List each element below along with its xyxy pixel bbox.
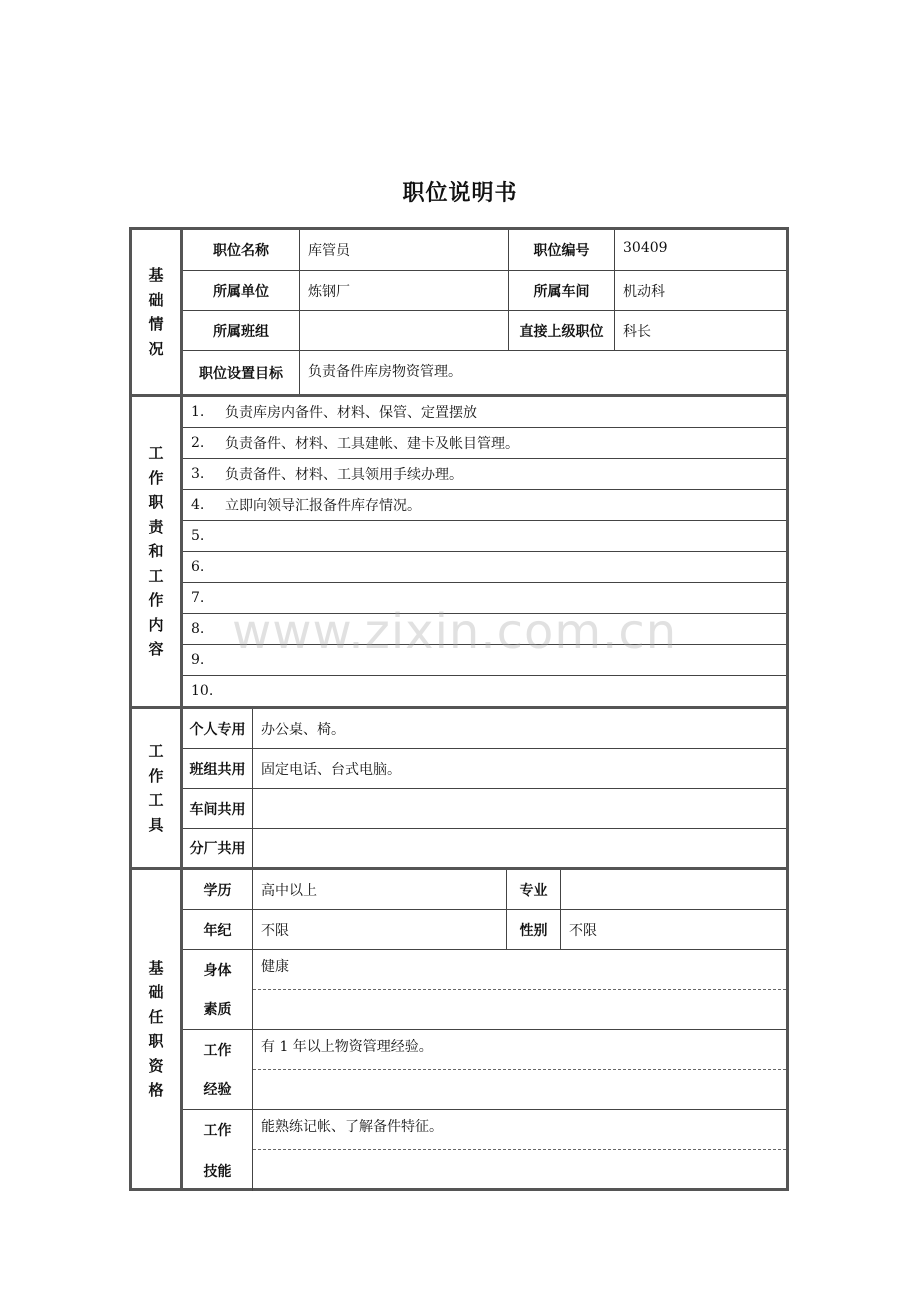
side-char: 工 — [148, 742, 164, 760]
workshop-value: 机动科 — [623, 284, 665, 300]
experience-label — [183, 1030, 253, 1110]
body-value: 健康 — [253, 950, 786, 990]
position-name-value: 库管员 — [300, 230, 509, 270]
table-row — [183, 789, 786, 829]
body-value-blank — [253, 990, 786, 1030]
table-row — [183, 870, 786, 910]
position-no-label: 职位编号 — [509, 230, 615, 270]
experience-value: 有 1 年以上物资管理经验。 — [253, 1030, 786, 1070]
body-label-line: 身体 — [203, 962, 232, 979]
unit-value: 炼钢厂 — [300, 271, 509, 310]
side-char: 作 — [148, 766, 164, 785]
list-item — [183, 459, 786, 490]
basic-info-grid — [183, 230, 786, 394]
team-label: 所属班组 — [183, 311, 300, 350]
tool-category-label: 分厂共用 — [183, 829, 253, 867]
list-item — [183, 552, 786, 583]
position-name-label: 职位名称 — [183, 230, 300, 270]
page-title: 职位说明书 — [402, 181, 518, 206]
duty-number: 10. — [191, 683, 214, 699]
side-char: 工 — [148, 791, 164, 809]
tools-side-label — [132, 709, 183, 867]
unit-label: 所属单位 — [183, 271, 300, 310]
skills-label — [183, 1110, 253, 1191]
list-item — [183, 490, 786, 521]
team-value — [300, 311, 509, 350]
side-char: 况 — [148, 339, 164, 358]
duty-text: 负责库房内备件、材料、保管、定置摆放 — [225, 405, 477, 421]
table-row — [183, 709, 786, 749]
side-char: 资 — [148, 1056, 164, 1075]
side-char: 情 — [148, 315, 164, 333]
gender-value: 不限 — [569, 923, 597, 939]
tool-category-value: 办公桌、椅。 — [261, 722, 345, 738]
skills-label-line: 技能 — [203, 1163, 232, 1180]
list-item — [183, 428, 786, 459]
tool-category-value — [253, 789, 786, 828]
side-char: 具 — [148, 815, 164, 834]
tool-category-value — [253, 829, 786, 867]
table-row — [183, 829, 786, 867]
major-value — [561, 870, 786, 909]
goal-value: 负责备件库房物资管理。 — [308, 364, 462, 380]
duty-text: 立即向领导汇报备件库存情况。 — [225, 498, 421, 514]
tool-category-label: 班组共用 — [183, 749, 253, 788]
position-no-value: 30409 — [623, 240, 668, 256]
goal-label: 职位设置目标 — [183, 351, 300, 394]
experience-label-line: 经验 — [203, 1082, 232, 1099]
duty-number: 2. — [191, 435, 205, 451]
body-label-line: 素质 — [203, 1002, 232, 1019]
list-item — [183, 676, 786, 706]
table-row — [183, 230, 786, 271]
job-description-table — [129, 227, 789, 1191]
watermark: www.zixin.com.cn — [232, 604, 678, 660]
duty-text: 负责备件、材料、工具领用手续办理。 — [225, 467, 463, 483]
experience-label-line: 工作 — [203, 1042, 232, 1059]
age-value: 不限 — [253, 910, 507, 949]
age-label: 年纪 — [183, 910, 253, 949]
duty-number: 7. — [191, 590, 205, 606]
table-row — [183, 749, 786, 789]
list-item — [183, 521, 786, 552]
table-row — [183, 910, 786, 950]
education-label: 学历 — [183, 870, 253, 909]
skills-value: 能熟练记帐、了解备件特征。 — [253, 1110, 786, 1150]
side-char: 责 — [148, 517, 164, 536]
duty-number: 1. — [191, 404, 205, 420]
duty-number: 9. — [191, 652, 205, 668]
experience-value-blank — [253, 1070, 786, 1110]
side-char: 职 — [148, 1032, 164, 1050]
qualifications-side-label — [132, 870, 183, 1188]
tools-grid — [183, 709, 786, 867]
duty-number: 6. — [191, 559, 205, 575]
duty-number: 4. — [191, 497, 205, 513]
tool-category-label: 车间共用 — [183, 789, 253, 828]
side-char: 任 — [148, 1007, 164, 1026]
skills-value-blank — [253, 1150, 786, 1191]
side-char: 职 — [148, 493, 164, 512]
duty-number: 8. — [191, 621, 205, 637]
tools-section — [132, 706, 786, 867]
side-char: 工 — [148, 444, 164, 463]
side-char: 作 — [148, 591, 164, 610]
duty-number: 3. — [191, 466, 205, 482]
duties-side-label — [132, 397, 183, 706]
table-row — [183, 351, 786, 394]
basic-info-section — [132, 230, 786, 394]
body-label — [183, 950, 253, 1030]
table-row — [183, 311, 786, 351]
list-item — [183, 397, 786, 428]
side-char: 格 — [148, 1081, 164, 1099]
duty-number: 5. — [191, 528, 205, 544]
side-char: 内 — [148, 615, 164, 634]
table-row — [183, 271, 786, 311]
side-char: 作 — [148, 468, 164, 487]
side-char: 基 — [148, 266, 164, 284]
side-char: 和 — [148, 542, 164, 561]
tool-category-label: 个人专用 — [183, 709, 253, 748]
side-char: 础 — [148, 290, 164, 309]
duty-text: 负责备件、材料、工具建帐、建卡及帐目管理。 — [225, 436, 519, 452]
tool-category-value: 固定电话、台式电脑。 — [261, 762, 401, 778]
side-char: 础 — [148, 983, 164, 1001]
gender-label: 性别 — [507, 910, 561, 949]
education-value: 高中以上 — [253, 870, 507, 909]
qualifications-grid — [183, 870, 786, 1188]
major-label: 专业 — [507, 870, 561, 909]
workshop-label: 所属车间 — [509, 271, 615, 310]
side-char: 工 — [148, 566, 164, 585]
qualifications-section — [132, 867, 786, 1188]
superior-label: 直接上级职位 — [509, 311, 615, 350]
basic-info-side-label — [132, 230, 183, 394]
superior-value: 科长 — [623, 324, 651, 340]
skills-label-line: 工作 — [203, 1123, 232, 1140]
side-char: 容 — [148, 640, 164, 659]
side-char: 基 — [148, 958, 164, 977]
